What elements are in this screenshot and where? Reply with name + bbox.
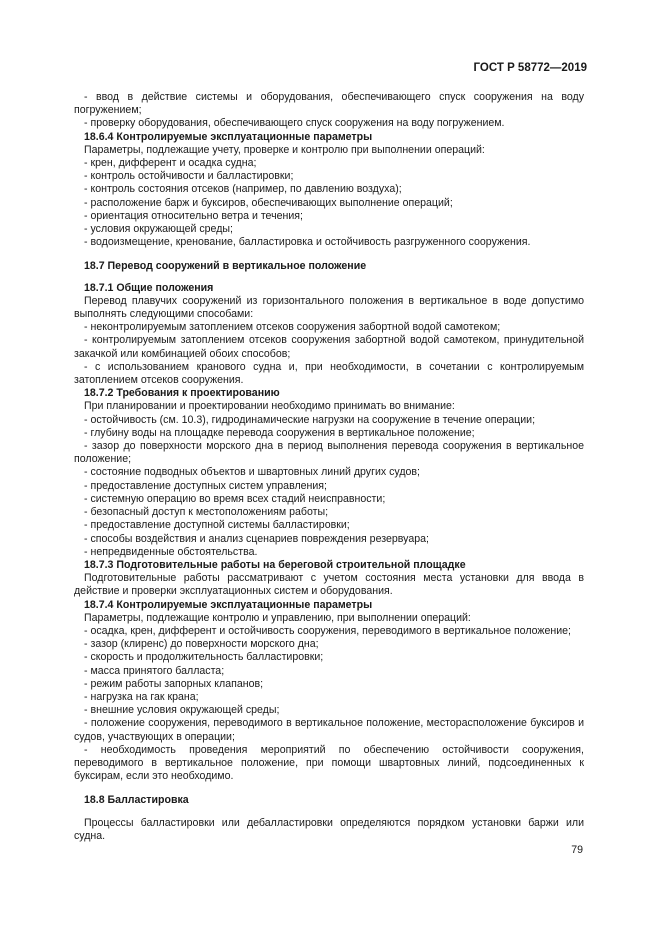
list-item: - предоставление доступных систем управления; <box>84 479 327 492</box>
list-item: - внешние условия окружающей среды; <box>84 704 280 717</box>
list-item: - глубину воды на площадке перевода сооружения в вертикальное положение; <box>84 426 475 439</box>
list-item: - нагрузка на гак крана; <box>84 690 199 703</box>
list-item: - расположение барж и буксиров, обеспечивающих выполнение операций; <box>84 196 453 209</box>
list-item: - контролируемым затоплением отсеков сооружения забортной водой самотеком, принудительной закачкой или комбинацией обоих способов; <box>74 334 584 360</box>
list-item: - зазор (клиренс) до поверхности морского дна; <box>84 638 319 651</box>
paragraph: Параметры, подлежащие учету, проверке и контролю при выполнении операций: <box>84 143 485 156</box>
list-item: - предоставление доступной системы балластировки; <box>84 519 350 532</box>
list-item: - масса принятого балласта; <box>84 664 225 677</box>
section-heading: 18.7 Перевод сооружений в вертикальное положение <box>84 260 367 273</box>
document-body <box>74 91 584 843</box>
list-item: - остойчивость (см. 10.3), гидродинамические нагрузки на сооружение в течение операции; <box>84 413 536 426</box>
subsection-heading: 18.7.3 Подготовительные работы на береговой строительной площадке <box>84 558 466 571</box>
subsection-heading: 18.7.1 Общие положения <box>84 281 214 294</box>
list-item: - ориентация относительно ветра и течения; <box>84 209 303 222</box>
list-item: - проверку оборудования, обеспечивающего спуск сооружения на воду погружением. <box>84 117 505 130</box>
list-item: - системную операцию во время всех стадий неисправности; <box>84 492 386 505</box>
list-item: - контроль состояния отсеков (например, по давлению воздуха); <box>84 183 402 196</box>
list-item: - непредвиденные обстоятельства. <box>84 545 258 558</box>
paragraph: При планировании и проектировании необходимо принимать во внимание: <box>84 400 455 413</box>
list-item: - условия окружающей среды; <box>84 223 233 236</box>
paragraph: Перевод плавучих сооружений из горизонтального положения в вертикальное в воде допустимо выполнять следующими способами: <box>74 294 584 321</box>
list-item: - состояние подводных объектов и швартовных линий других судов; <box>84 466 421 479</box>
list-item: - крен, дифферент и осадка судна; <box>84 157 257 170</box>
paragraph: Процессы балластировки или дебалластировки определяются порядком установки баржи или судна. <box>74 816 584 842</box>
list-item: - контроль остойчивости и балластировки; <box>84 170 294 183</box>
list-item: - зазор до поверхности морского дна в период выполнения перевода сооружения в вертикальное положение; <box>74 440 584 466</box>
list-item: - положение сооружения, переводимого в вертикальное положение, месторасположение буксиров и судов, участвующих в операции; <box>74 717 584 743</box>
list-item: - режим работы запорных клапанов; <box>84 677 264 690</box>
subsection-heading: 18.7.4 Контролируемые эксплуатационные параметры <box>84 598 373 611</box>
document-code: ГОСТ Р 58772—2019 <box>473 62 587 74</box>
list-item: - скорость и продолжительность балластировки; <box>84 651 324 664</box>
paragraph: Параметры, подлежащие контролю и управлению, при выполнении операций: <box>84 611 471 624</box>
page-number: 79 <box>571 844 583 856</box>
list-item: - неконтролируемым затоплением отсеков сооружения забортной водой самотеком; <box>84 321 501 334</box>
list-item: - осадка, крен, дифферент и остойчивость сооружения, переводимого в вертикальное положение; <box>84 624 571 637</box>
list-item: - способы воздействия и анализ сценариев повреждения резервуара; <box>84 532 429 545</box>
list-item: - безопасный доступ к местоположениям работы; <box>84 506 329 519</box>
list-item: - ввод в действие системы и оборудования, обеспечивающего спуск сооружения на воду погружением; <box>74 91 584 117</box>
list-item: - необходимость проведения мероприятий по обеспечению остойчивости сооружения, переводимого в вертикальное положение, при помощи швартовных линий, подсоединенных к буксирам, если это необходимо. <box>74 743 584 783</box>
section-heading: 18.8 Балластировка <box>84 794 189 807</box>
subsection-heading: 18.6.4 Контролируемые эксплуатационные параметры <box>84 130 373 143</box>
list-item: - с использованием кранового судна и, при необходимости, в сочетании с контролируемым затоплением отсеков сооружения. <box>74 360 584 387</box>
paragraph: Подготовительные работы рассматривают с учетом состояния места установки для ввода в действие и проверки эксплуатационных систем и оборудования. <box>74 572 584 598</box>
subsection-heading: 18.7.2 Требования к проектированию <box>84 387 280 400</box>
list-item: - водоизмещение, кренование, балластировка и остойчивость разгруженного сооружения. <box>84 236 531 249</box>
